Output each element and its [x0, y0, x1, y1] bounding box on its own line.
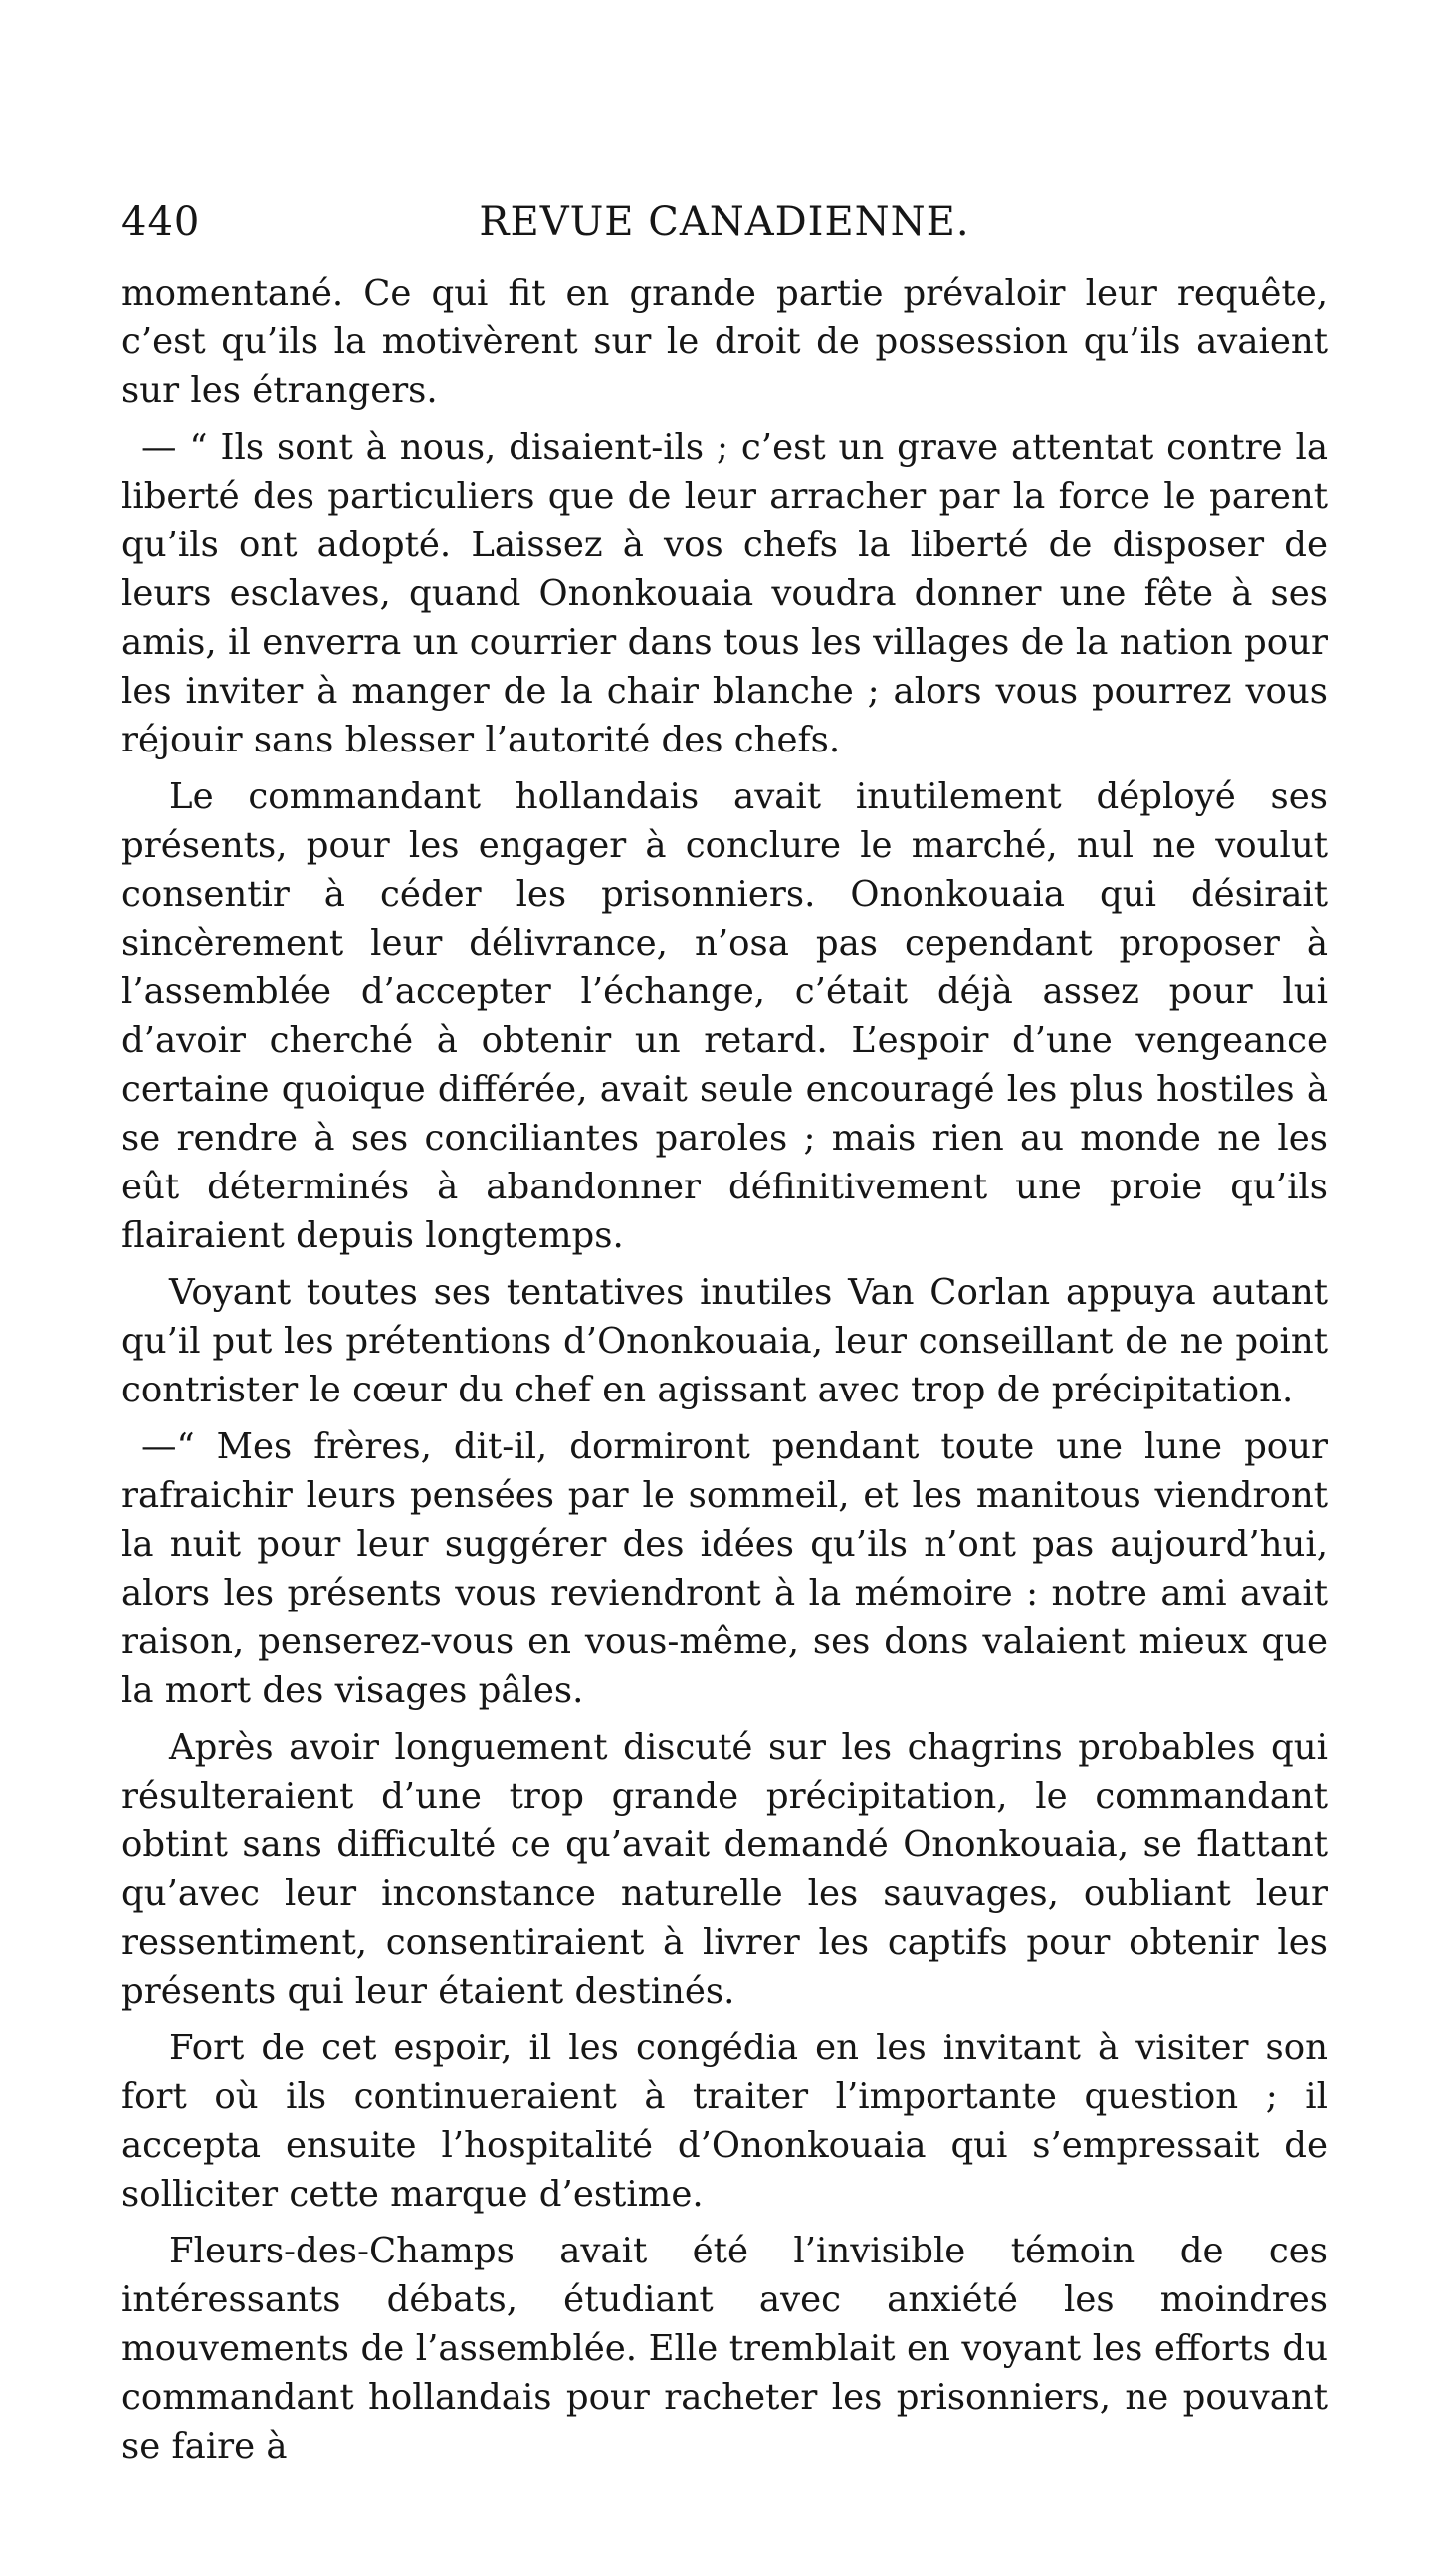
paragraph-dialogue-1: — “ Ils sont à nous, disaient-ils ; c’est un grave attentat contre la liberté des particuliers que de leur arracher par la force le parent qu’ils ont adopté. Laissez à vos chefs la liberté de disposer de leurs esclaves, quand Ononkouaia voudra donner une fête à ses amis, il enverra un courrier dans tous les villages de la nation pour les inviter à manger de la chair blanche ; alors vous pourrez vous réjouir sans blesser l’autorité des chefs. — [121, 427, 1328, 760]
body-text — [121, 269, 1328, 2478]
paragraph-continuation: momentané. Ce qui fit en grande partie prévaloir leur requête, c’est qu’ils la motivèrent sur le droit de possession qu’ils avaient sur les étrangers. — [121, 273, 1328, 411]
page-number: 440 — [121, 199, 201, 245]
paragraph-commandant: Le commandant hollandais avait inutilement déployé ses présents, pour les engager à conclure le marché, nul ne voulut consentir à céder les prisonniers. Ononkouaia qui désirait sincèrement leur délivrance, n’osa pas cependant proposer à l’assemblée d’accepter l’échange, c’était déjà assez pour lui d’avoir cherché à obtenir un retard. L’espoir d’une vengeance certaine quoique différée, avait seule encouragé les plus hostiles à se rendre à ses conciliantes paroles ; mais rien au monde ne les eût déterminés à abandonner définitivement une proie qu’ils flairaient depuis longtemps. — [121, 776, 1328, 1256]
paragraph-fort-de-cet-espoir: Fort de cet espoir, il les congédia en les invitant à visiter son fort où ils continueraient à traiter l’importante question ; il accepta ensuite l’hospitalité d’Ononkouaia qui s’empressait de solliciter cette marque d’estime. — [121, 2028, 1328, 2215]
paragraph-van-corlan: Voyant toutes ses tentatives inutiles Van Corlan appuya autant qu’il put les prétentions d’Ononkouaia, leur conseillant de ne point contrister le cœur du chef en agissant avec trop de précipitation. — [121, 1272, 1328, 1410]
paragraph-fleurs-des-champs: Fleurs-des-Champs avait été l’invisible témoin de ces intéressants débats, étudiant avec anxiété les moindres mouvements de l’assemblée. Elle tremblait en voyant les efforts du commandant hollandais pour racheter les prisonniers, ne pouvant se faire à — [121, 2231, 1328, 2467]
page-header — [121, 199, 1328, 255]
paragraph-apres-avoir: Après avoir longuement discuté sur les chagrins probables qui résulteraient d’une trop grande précipitation, le commandant obtint sans difficulté ce qu’avait demandé Ononkouaia, se flattant qu’avec leur inconstance naturelle les sauvages, oubliant leur ressentiment, consentiraient à livrer les captifs pour obtenir les présents qui leur étaient destinés. — [121, 1727, 1328, 2012]
running-title: REVUE CANADIENNE. — [479, 199, 970, 245]
paragraph-dialogue-2: —“ Mes frères, dit-il, dormiront pendant toute une lune pour rafraichir leurs pensées par le sommeil, et les manitous viendront la nuit pour leur suggérer des idées qu’ils n’ont pas aujourd’hui, alors les présents vous reviendront à la mémoire : notre ami avait raison, penserez-vous en vous-même, ses dons valaient mieux que la mort des visages pâles. — [121, 1426, 1328, 1711]
